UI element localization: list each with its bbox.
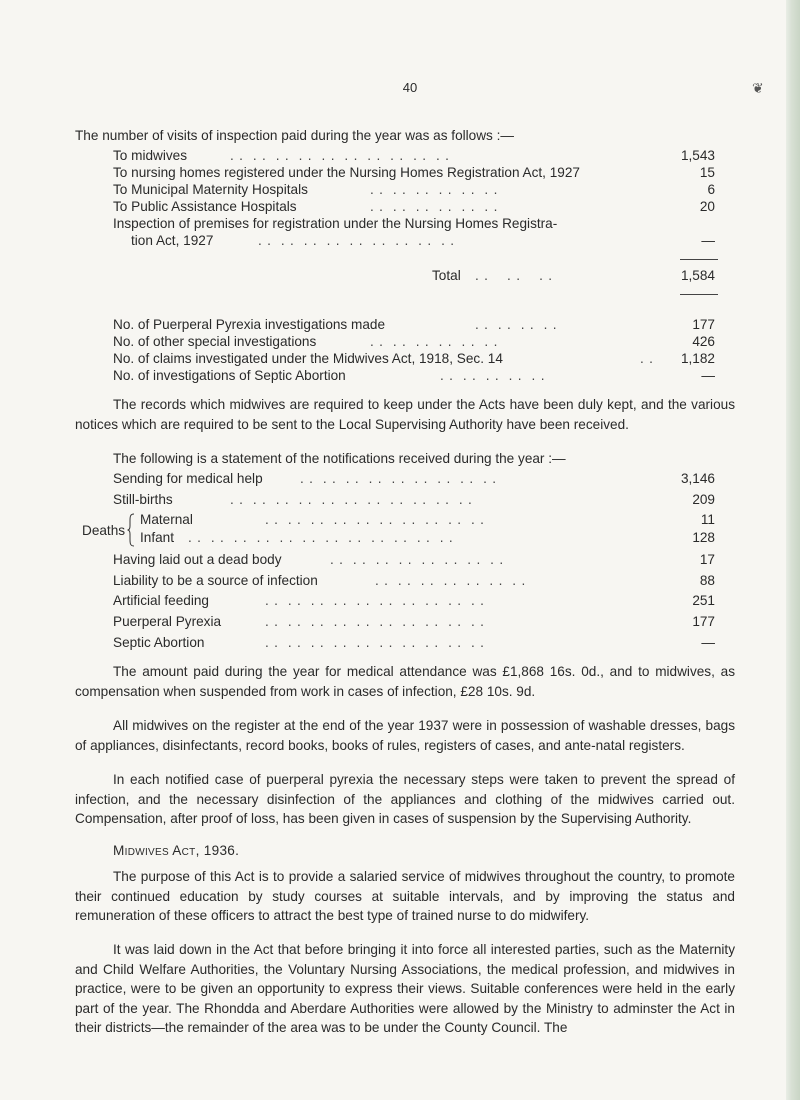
notification-value: 128 <box>692 530 715 545</box>
visits-row-label: To nursing homes registered under the Nursing Homes Registration Act, 1927 <box>113 165 580 180</box>
section-heading: Midwives Act, 1936. <box>113 843 240 858</box>
visits-row-label: Inspection of premises for registration under the Nursing Homes Registra- <box>113 216 558 231</box>
notification-label: Artificial feeding <box>113 593 209 608</box>
leader-dots: . . . . . . . . . . . . . . . . . . . . <box>265 512 485 527</box>
notification-label: Septic Abortion <box>113 635 205 650</box>
leader-dots: . . . . . . . . . . . . . . . . . . . . . . <box>230 492 473 507</box>
notification-label: Puerperal Pyrexia <box>113 614 222 629</box>
leader-dots: . . . . . . . . . . . . <box>370 182 499 197</box>
visits-intro: The number of visits of inspection paid during the year was as follows :— <box>75 128 514 143</box>
leader-dots: . . <box>640 351 654 366</box>
leader-dots: . . . . . . . . . . . . . . . . . . . . . . . . <box>188 530 454 545</box>
total-rule-bottom <box>680 294 718 295</box>
leader-dots: . . . . . . . . . . . . . . . . . . <box>300 471 497 486</box>
leader-dots: . . . . . . . . . . . . . . . . . . <box>258 233 455 248</box>
notification-label: Having laid out a dead body <box>113 552 282 567</box>
notification-value: 177 <box>692 614 715 629</box>
visits-row-value: 20 <box>699 199 715 214</box>
brace-icon <box>127 513 135 547</box>
notification-label: Maternal <box>140 512 193 527</box>
notification-value: 17 <box>699 552 715 567</box>
leader-dots: . . . . . . . . . . . . . . . . . . . . <box>230 148 450 163</box>
deaths-label: Deaths <box>82 523 126 538</box>
notification-label: Still-births <box>113 492 173 507</box>
notification-value: 251 <box>692 593 715 608</box>
investigation-value: 1,182 <box>680 351 715 366</box>
notification-value: — <box>701 635 715 650</box>
notification-value: 11 <box>700 512 715 527</box>
leader-dots: . . . . . . . . . . . . . . . . . . . . <box>265 635 485 650</box>
leader-dots: . . . . . . . . . . . . <box>370 334 499 349</box>
notification-value: 3,146 <box>680 471 715 486</box>
payment-paragraph: The amount paid during the year for medical attendance was £1,868 16s. 0d., and to midwives, as compensation when suspended from work in cases of infection, £28 10s. 9d. <box>75 664 735 699</box>
investigation-value: 426 <box>692 334 715 349</box>
pyrexia-paragraph: In each notified case of puerperal pyrexia the necessary steps were taken to prevent the spread of infection, and the necessary disinfection of the appliances and clothing of the midwives carried out. Compensation, after proof of loss, has been given in cases of suspension by the Supervising Authority. <box>75 772 735 826</box>
visits-row-value: 1,543 <box>680 148 715 163</box>
investigation-label: No. of Puerperal Pyrexia investigations made <box>113 317 386 332</box>
register-paragraph: All midwives on the register at the end of the year 1937 were in possession of washable dresses, bags of appliances, disinfectants, record books, books of rules, registers of cases, and ante-natal registers. <box>75 718 735 753</box>
leader-dots: . . . . . . . . . . <box>440 368 546 383</box>
page-number: 40 <box>402 80 418 95</box>
records-paragraph: The records which midwives are required to keep under the Acts have been duly kept, and the various notices which are required to be sent to the Local Supervising Authority have been received. <box>75 397 735 432</box>
leader-dots: . . . . . . . . <box>475 317 558 332</box>
investigation-value: 177 <box>692 317 715 332</box>
final-paragraph: It was laid down in the Act that before bringing it into force all interested parties, such as the Maternity and Child Welfare Authorities, the Voluntary Nursing Associations, the medical profession, and midwives in practice, were to be given an opportunity to express their views. Suitable conferences were held in the early part of the year. The Rhondda and Aberdare Authorities were allowed by the Ministry to adminster the Act in their districts—the remainder of the area was to be under the County Council. The <box>75 942 735 1035</box>
visits-row-label-continued: tion Act, 1927 <box>131 233 214 248</box>
leader-dots: . . . . . . . . . . . . . . . . . . . . <box>265 614 485 629</box>
investigation-label: No. of claims investigated under the Midwives Act, 1918, Sec. 14 <box>113 351 503 366</box>
leader-dots: . . . . . . . . . . . . . . . . <box>330 552 504 567</box>
investigation-value: — <box>701 368 715 383</box>
leader-dots: . . . . . . . . . . . . . . <box>375 573 527 588</box>
leader-dots: . . . . . . . . . . . . . . . . . . . . <box>265 593 485 608</box>
notification-label: Infant <box>140 530 175 545</box>
visits-row-value: 6 <box>707 182 715 197</box>
investigation-label: No. of other special investigations <box>113 334 317 349</box>
visits-row-label: To Public Assistance Hospitals <box>113 199 297 214</box>
total-rule-top <box>680 259 718 260</box>
notification-label: Sending for medical help <box>113 471 263 486</box>
visits-row-value: — <box>701 233 715 248</box>
visits-row-value: 15 <box>699 165 715 180</box>
notifications-intro: The following is a statement of the notifications received during the year :— <box>113 451 566 466</box>
notification-value: 209 <box>692 492 715 507</box>
notification-value: 88 <box>699 573 715 588</box>
total-value: 1,584 <box>680 268 715 283</box>
corner-ornament-icon: ❦ <box>752 80 764 96</box>
leader-dots: . . . . . . <box>475 268 553 283</box>
visits-row-label: To Municipal Maternity Hospitals <box>113 182 308 197</box>
notification-label: Liability to be a source of infection <box>113 573 318 588</box>
leader-dots: . . . . . . . . . . . . <box>370 199 499 214</box>
purpose-paragraph: The purpose of this Act is to provide a salaried service of midwives throughout the country, to promote their continued education by study courses at suitable intervals, and by improving the status and remuneration of these officers to attract the best type of trained nurse to do midwifery. <box>75 869 735 923</box>
total-label: Total <box>432 268 461 283</box>
page-edge <box>786 0 800 1100</box>
visits-row-label: To midwives <box>113 148 188 163</box>
investigation-label: No. of investigations of Septic Abortion <box>113 368 346 383</box>
